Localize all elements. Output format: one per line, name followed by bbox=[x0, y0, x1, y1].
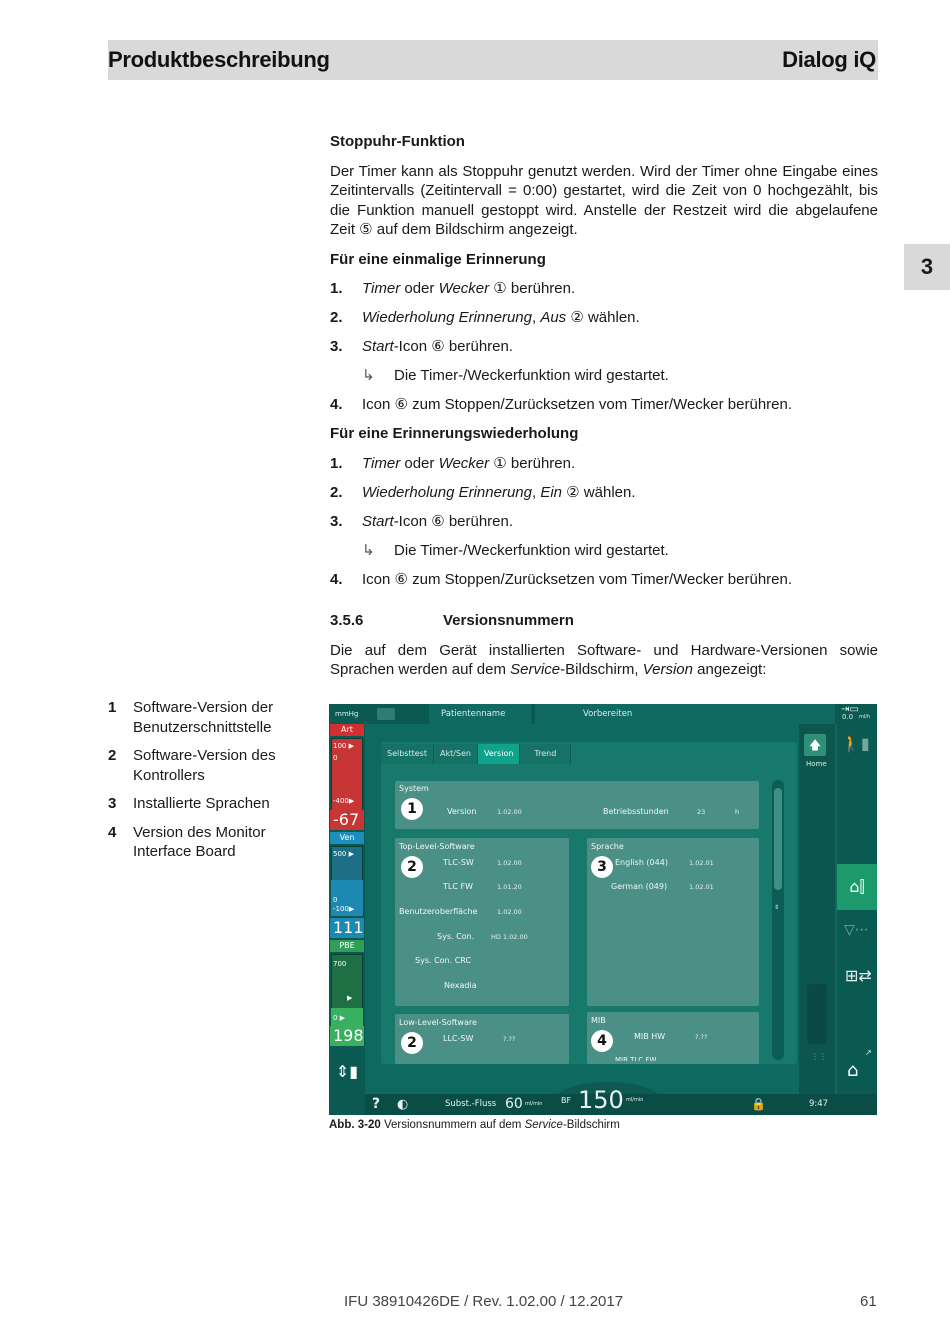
single-step-2 bbox=[330, 308, 878, 328]
section-title: Versionsnummern bbox=[443, 612, 574, 629]
figure-caption bbox=[329, 1119, 620, 1131]
llc-sw-value: ?.?? bbox=[503, 1035, 516, 1043]
step-number: 4. bbox=[330, 396, 343, 413]
filter-drop-icon[interactable]: ▽⋯ bbox=[844, 922, 869, 938]
pbe-top-limit: 700 bbox=[333, 960, 347, 968]
home-label: Home bbox=[806, 760, 827, 768]
system-title: System bbox=[399, 784, 429, 793]
grip-dots-icon: ⋮⋮ bbox=[811, 1052, 827, 1061]
callout-badge-2: 2 bbox=[401, 856, 423, 878]
step-italic: Ein bbox=[540, 483, 563, 501]
callout-badge-1: 1 bbox=[401, 798, 423, 820]
version-label: Version bbox=[447, 807, 477, 816]
tlc-fw-value: 1.01.20 bbox=[497, 883, 522, 891]
step-italic: Timer bbox=[362, 454, 401, 472]
step-number: 1. bbox=[330, 280, 343, 297]
uf-unit: ml/h bbox=[859, 714, 871, 720]
ven-top-limit: 500 ▶ bbox=[333, 850, 354, 858]
tlc-sw-value: 1.02.00 bbox=[497, 859, 522, 867]
mib-hw-value: ?.?? bbox=[695, 1033, 708, 1041]
art-value: -67 bbox=[330, 810, 364, 830]
uf-value: 0.0 bbox=[842, 713, 854, 721]
service-screen-figure bbox=[329, 704, 877, 1115]
ven-label: Ven bbox=[330, 832, 364, 844]
tlc-fw-label: TLC FW bbox=[443, 882, 473, 891]
step-italic: Aus bbox=[540, 309, 567, 326]
patient-name-field[interactable]: Patientenname bbox=[429, 704, 531, 724]
sys-con-value: HD 1.02.00 bbox=[491, 933, 528, 941]
step-text: ② wählen. bbox=[566, 309, 640, 326]
language-english: English (044) bbox=[615, 858, 668, 867]
subst-flow-value[interactable]: 60 bbox=[505, 1096, 523, 1112]
service-tabs bbox=[381, 744, 571, 764]
nexadia-label: Nexadia bbox=[444, 981, 477, 990]
repeat-step-1 bbox=[330, 454, 878, 474]
stopwatch-heading: Stoppuhr-Funktion bbox=[330, 133, 465, 150]
figure-legend bbox=[108, 698, 308, 871]
llc-sw-label: LLC-SW bbox=[443, 1034, 474, 1043]
step-text: oder bbox=[400, 280, 439, 297]
legend-number: 3 bbox=[108, 795, 117, 812]
step-text: ② wählen. bbox=[562, 483, 636, 501]
caption-label: Abb. 3-20 bbox=[329, 1119, 381, 1131]
tab-trend[interactable]: Trend bbox=[520, 744, 571, 764]
level-adjust-icon[interactable]: ⇕▮ bbox=[335, 1062, 359, 1081]
mib-title: MIB bbox=[591, 1016, 606, 1025]
art-zero: 0 bbox=[333, 754, 338, 762]
legend-item bbox=[108, 794, 308, 814]
bf-value[interactable]: 150 bbox=[578, 1086, 624, 1114]
repeat-step-4 bbox=[330, 570, 878, 590]
caption-text: Versionsnummern auf dem bbox=[380, 1119, 525, 1131]
sys-con-crc-label: Sys. Con. CRC bbox=[415, 956, 472, 965]
section-heading bbox=[330, 611, 878, 631]
ui-label: Benutzeroberfläche bbox=[399, 907, 478, 916]
single-result bbox=[330, 366, 878, 386]
lock-icon[interactable]: 🔒 bbox=[751, 1097, 766, 1111]
section-paragraph bbox=[330, 641, 878, 680]
repeat-reminder-heading: Für eine Erinnerungswiederholung bbox=[330, 425, 579, 442]
callout-badge-4: 4 bbox=[591, 1030, 613, 1052]
header-right-title: Dialog iQ bbox=[782, 47, 876, 72]
document-footer: IFU 38910426DE / Rev. 1.02.00 / 12.2017 bbox=[344, 1293, 624, 1310]
hours-label: Betriebsstunden bbox=[603, 807, 669, 816]
result-arrow-icon: ↳ bbox=[362, 367, 375, 384]
step-italic: Start bbox=[362, 512, 394, 530]
language-german: German (049) bbox=[611, 882, 668, 891]
version-value: 1.02.00 bbox=[497, 808, 522, 816]
step-number: 3. bbox=[330, 512, 343, 530]
result-text: Die Timer-/Weckerfunktion wird gestartet. bbox=[394, 541, 669, 559]
single-step-3 bbox=[330, 337, 878, 357]
pbe-mid-marker: ▶ bbox=[347, 994, 353, 1002]
expand-arrow-icon[interactable]: ↗ bbox=[865, 1048, 872, 1057]
step-number: 3. bbox=[330, 338, 343, 355]
hours-value: 23 bbox=[697, 808, 706, 816]
dialysis-bag-icon[interactable]: ⌂⫿ bbox=[837, 864, 877, 910]
step-italic: Wecker bbox=[438, 454, 490, 472]
para-italic: Version bbox=[642, 661, 693, 678]
step-italic: Wecker bbox=[438, 280, 490, 297]
step-number: 4. bbox=[330, 570, 343, 588]
para-italic: Service bbox=[510, 661, 561, 678]
hours-unit: h bbox=[735, 808, 740, 816]
caption-italic: Service bbox=[524, 1119, 563, 1131]
help-icon[interactable]: ? bbox=[372, 1096, 381, 1112]
stopwatch-paragraph: Der Timer kann als Stoppuhr genutzt werden. Wird der Timer ohne Eingabe eines Zeitintervalls (Zeitintervall = 0:00) gestartet, wird die Zeit von 0 hochgezählt, bis die Funktion manuell gestoppt wird. Anstelle der Restzeit wird die abgelaufene Zeit ⑤ auf dem Bildschirm angezeigt. bbox=[330, 162, 878, 238]
scroll-grip-icon: ⇕ bbox=[774, 904, 780, 911]
ven-value: 111 bbox=[330, 918, 364, 938]
header-left-title: Produktbeschreibung bbox=[108, 47, 330, 72]
status-field: Vorbereiten bbox=[535, 704, 835, 724]
step-text: , bbox=[531, 309, 541, 326]
single-step-1 bbox=[330, 279, 878, 299]
house-icon[interactable]: ⌂ bbox=[847, 1060, 859, 1081]
art-top-limit: 100 ▶ bbox=[333, 742, 354, 750]
single-step-4 bbox=[330, 395, 878, 415]
chapter-tab: 3 bbox=[904, 244, 950, 290]
timer-icon[interactable]: ◐ bbox=[397, 1097, 409, 1112]
pbe-value: 198 bbox=[330, 1026, 364, 1046]
top-level-title: Top-Level-Software bbox=[399, 842, 475, 851]
single-reminder-heading: Für eine einmalige Erinnerung bbox=[330, 250, 546, 268]
home-up-arrow-icon[interactable]: 🡅 bbox=[804, 734, 826, 756]
step-italic: Wiederholung Erinnerung bbox=[362, 483, 532, 501]
step-text: -Icon ⑥ berühren. bbox=[393, 512, 514, 530]
legend-item bbox=[108, 746, 308, 785]
scroll-thumb[interactable] bbox=[774, 788, 782, 890]
repeat-step-2 bbox=[330, 483, 878, 503]
uf-icon: ⇥▭ bbox=[841, 704, 859, 715]
language-panel bbox=[587, 838, 759, 1006]
walking-person-icon[interactable]: 🚶▮ bbox=[841, 734, 870, 753]
legend-text: Version des Monitor Interface Board bbox=[133, 823, 266, 860]
legend-item bbox=[108, 698, 308, 737]
step-text: Icon ⑥ zum Stoppen/Zurücksetzen vom Timer/Wecker berühren. bbox=[362, 396, 793, 413]
step-text: ① berühren. bbox=[489, 280, 576, 297]
home-slider-track[interactable] bbox=[807, 984, 827, 1044]
step-text: Icon ⑥ zum Stoppen/Zurücksetzen vom Timer/Wecker berühren. bbox=[362, 570, 793, 588]
page-header bbox=[108, 40, 878, 80]
mib-hw-label: MIB HW bbox=[634, 1032, 666, 1041]
result-text: Die Timer-/Weckerfunktion wird gestartet. bbox=[394, 367, 669, 384]
network-icon[interactable]: ⊞⇄ bbox=[845, 966, 872, 985]
legend-text: Installierte Sprachen bbox=[133, 795, 270, 812]
step-text: -Icon ⑥ berühren. bbox=[393, 338, 514, 355]
subst-flow-label: Subst.-Fluss bbox=[445, 1099, 497, 1109]
step-italic: Timer bbox=[362, 280, 401, 297]
result-arrow-icon: ↳ bbox=[362, 541, 375, 559]
content-scrollbar[interactable] bbox=[772, 780, 784, 1060]
monitor-icon[interactable] bbox=[377, 708, 395, 720]
section-number: 3.5.6 bbox=[330, 612, 364, 629]
para-text: Die auf dem Gerät installierten Software- und Hardware-Versionen sowie Sprachen werden auf dem bbox=[330, 641, 878, 678]
ui-value: 1.02.00 bbox=[497, 908, 522, 916]
language-title: Sprache bbox=[591, 842, 624, 851]
repeat-step-3 bbox=[330, 512, 878, 532]
main-content bbox=[330, 132, 878, 690]
art-label: Art bbox=[330, 724, 364, 736]
legend-text: Software-Version der Benutzerschnittstelle bbox=[133, 699, 274, 736]
page-number: 61 bbox=[860, 1293, 877, 1310]
pbe-zero: 0 ▶ bbox=[333, 1014, 346, 1022]
step-text: oder bbox=[400, 454, 439, 472]
step-number: 1. bbox=[330, 454, 343, 472]
callout-badge-3: 3 bbox=[591, 856, 613, 878]
ven-bottom-limit: -100▶ bbox=[333, 905, 355, 913]
caption-text: -Bildschirm bbox=[562, 1119, 620, 1131]
para-text: -Bildschirm, bbox=[560, 661, 643, 678]
bf-label: BF bbox=[561, 1096, 572, 1105]
pbe-label: PBE bbox=[330, 940, 364, 952]
clock-time: 9:47 bbox=[809, 1099, 829, 1109]
language-english-value: 1.02.01 bbox=[689, 859, 714, 867]
ven-zero: 0 bbox=[333, 896, 338, 904]
tab-akt-sen[interactable]: Akt/Sen bbox=[434, 744, 478, 764]
bf-unit: ml/min bbox=[626, 1097, 644, 1103]
mmhg-label: mmHg bbox=[335, 710, 359, 718]
legend-number: 4 bbox=[108, 823, 117, 841]
legend-text: Software-Version des Kontrollers bbox=[133, 747, 276, 784]
step-text: , bbox=[531, 483, 541, 501]
legend-number: 1 bbox=[108, 699, 117, 716]
repeat-result bbox=[330, 541, 878, 561]
subst-flow-unit: ml/min bbox=[525, 1101, 543, 1107]
para-text: angezeigt: bbox=[692, 661, 767, 678]
system-panel bbox=[395, 781, 759, 829]
tab-selbsttest[interactable]: Selbsttest bbox=[381, 744, 434, 764]
tlc-sw-label: TLC-SW bbox=[443, 858, 474, 867]
step-italic: Start bbox=[362, 338, 394, 355]
step-number: 2. bbox=[330, 309, 343, 326]
language-german-value: 1.02.01 bbox=[689, 883, 714, 891]
mib-tlc-fw-cut: MIB TLC FW bbox=[615, 1056, 657, 1061]
art-bottom-limit: -400▶ bbox=[333, 797, 355, 805]
step-italic: Wiederholung Erinnerung bbox=[362, 309, 532, 326]
step-number: 2. bbox=[330, 483, 343, 501]
callout-badge-2b: 2 bbox=[401, 1032, 423, 1054]
tab-version[interactable]: Version bbox=[478, 744, 520, 764]
legend-item bbox=[108, 823, 308, 862]
low-level-title: Low-Level-Software bbox=[399, 1018, 477, 1027]
sys-con-label: Sys. Con. bbox=[437, 932, 475, 941]
legend-number: 2 bbox=[108, 747, 117, 764]
step-text: ① berühren. bbox=[489, 454, 576, 472]
